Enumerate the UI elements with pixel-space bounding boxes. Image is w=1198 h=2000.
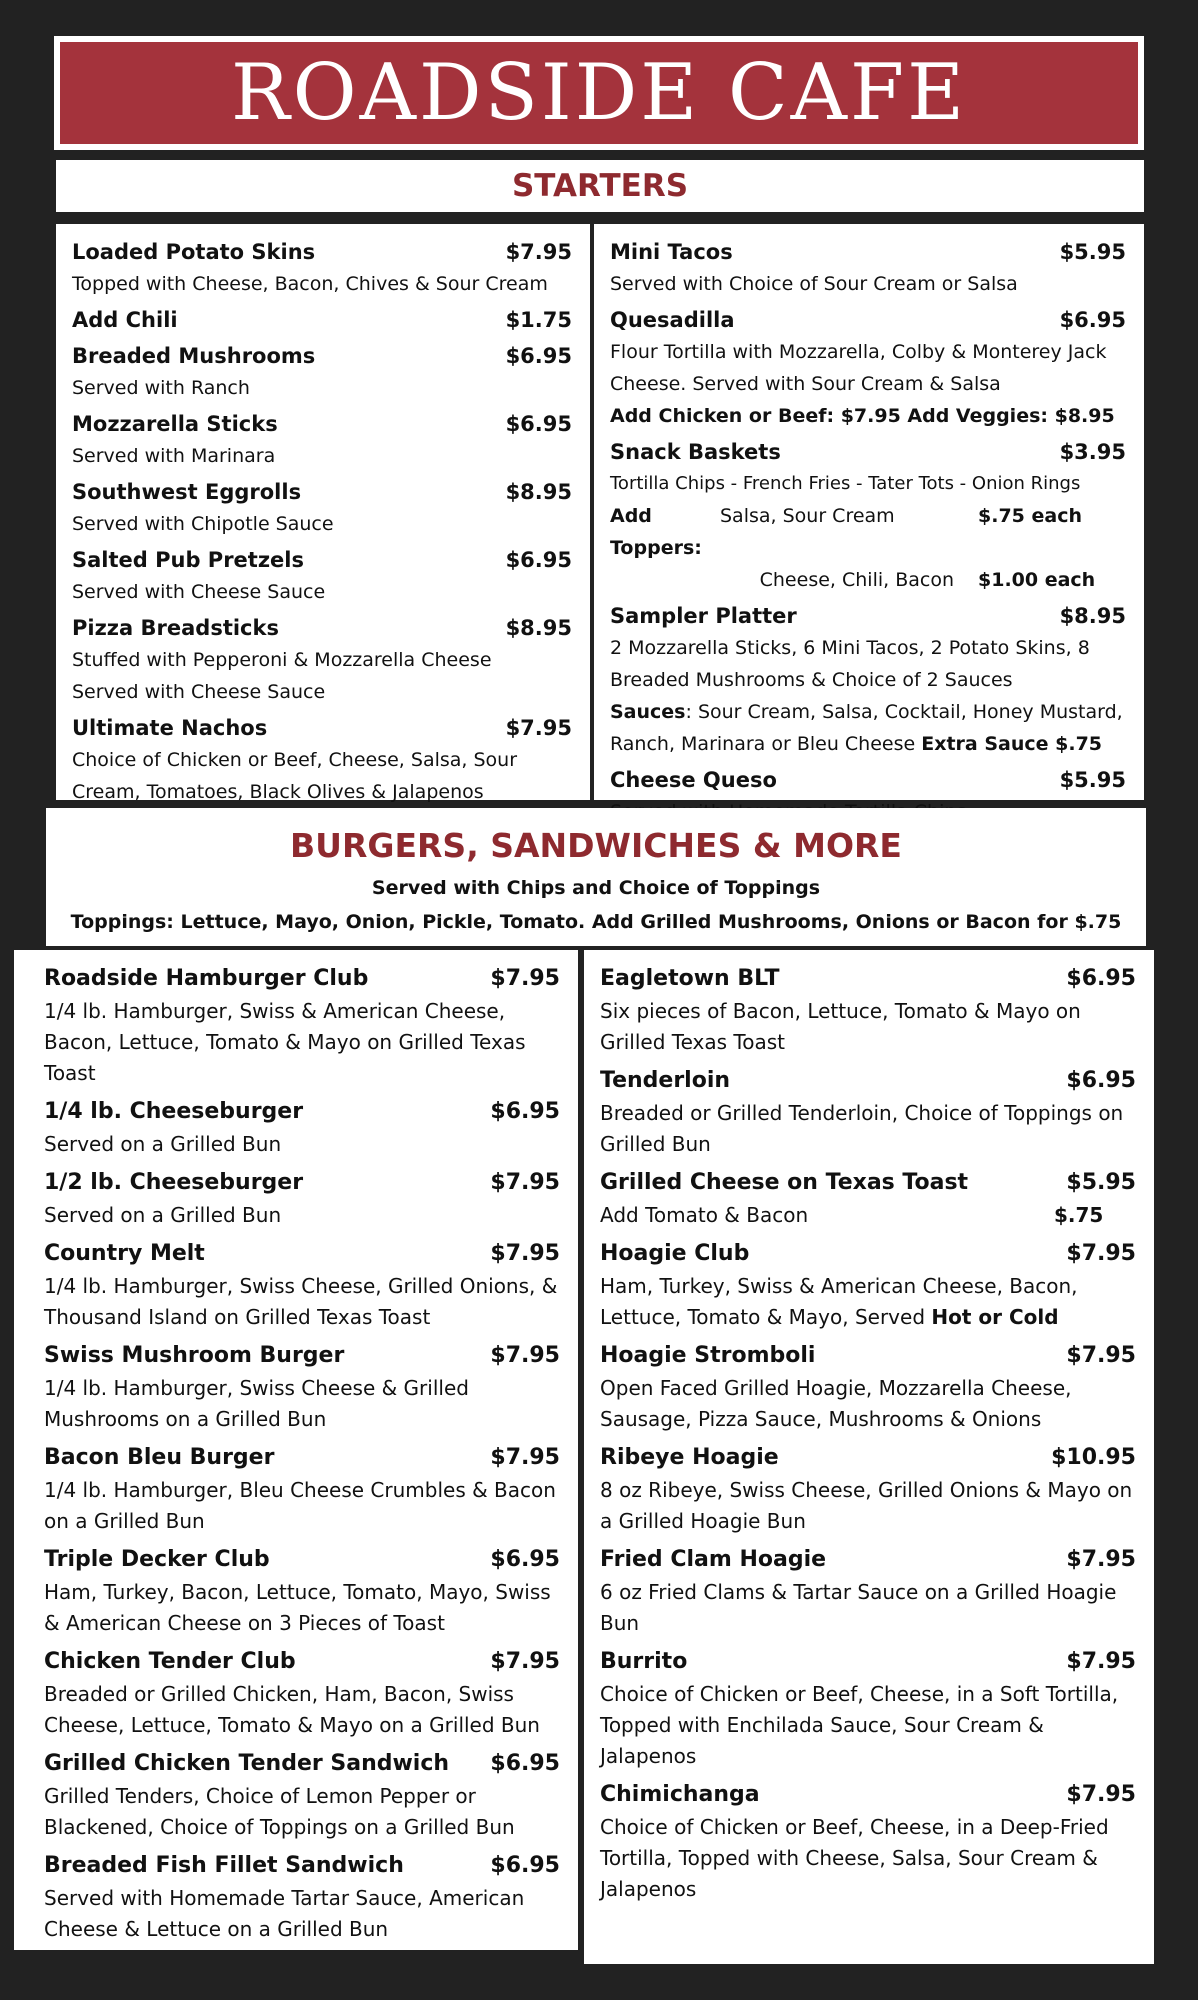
toppers-row: [610, 564, 1126, 596]
sauces-label: Sauces: [610, 701, 686, 723]
item-addon: Add Chicken or Beef: $7.95 Add Veggies: $8.95: [610, 405, 1115, 427]
menu-item: [600, 1166, 1136, 1231]
item-price: $7.95: [505, 716, 572, 740]
item-description: Stuffed with Pepperoni & Mozzarella Cheese: [72, 649, 492, 671]
toppers-label: Add Toppers:: [610, 505, 702, 559]
item-price: $7.95: [490, 1649, 560, 1674]
item-description: Topped with Cheese, Bacon, Chives & Sour Cream: [72, 273, 548, 295]
item-price: $6.95: [1066, 1068, 1136, 1093]
item-price: $6.95: [505, 548, 572, 572]
item-name: Swiss Mushroom Burger: [44, 1343, 345, 1368]
menu-item: [610, 600, 1126, 760]
item-description: Open Faced Grilled Hoagie, Mozzarella Cheese, Sausage, Pizza Sauce, Mushrooms & Onions: [600, 1376, 1072, 1431]
menu-item: [600, 1339, 1136, 1435]
item-price: $7.95: [505, 240, 572, 264]
starters-header: [56, 160, 1144, 212]
menu-item: [72, 712, 572, 808]
menu-item: [610, 236, 1126, 300]
item-name: Pizza Breadsticks: [72, 616, 279, 640]
item-name: Triple Decker Club: [44, 1547, 270, 1572]
item-price: $7.95: [1066, 1782, 1136, 1807]
sauces-line: [610, 696, 1126, 760]
item-description: Served with Choice of Sour Cream or Salsa: [610, 273, 1018, 295]
item-price: $6.95: [505, 412, 572, 436]
item-addon: Add Tomato & Bacon: [600, 1203, 809, 1227]
item-description: 1/4 lb. Hamburger, Swiss Cheese, Grilled Onions, & Thousand Island on Grilled Texas Toast: [44, 1274, 558, 1329]
toppers-row: [610, 500, 1126, 564]
menu-item: [44, 1849, 560, 1945]
item-price: $7.95: [490, 1170, 560, 1195]
item-description: Grilled Tenders, Choice of Lemon Pepper or Blackened, Choice of Toppings on a Grilled Bun: [44, 1784, 515, 1839]
item-name: Breaded Mushrooms: [72, 344, 316, 368]
item-description: Served with Cheese Sauce: [72, 581, 326, 603]
item-name: Grilled Cheese on Texas Toast: [600, 1170, 969, 1195]
item-name: Grilled Chicken Tender Sandwich: [44, 1751, 450, 1776]
menu-item: [72, 544, 572, 608]
header-banner: [54, 36, 1144, 150]
menu-item: [72, 340, 572, 404]
item-name: Add Chili: [72, 308, 178, 332]
burgers-left-column: [14, 950, 578, 1950]
item-name: 1/4 lb. Cheeseburger: [44, 1099, 304, 1124]
menu-item: [600, 1778, 1136, 1905]
menu-item: [600, 1441, 1136, 1537]
menu-item: [44, 1441, 560, 1537]
menu-item: [72, 612, 572, 708]
menu-item: [44, 1237, 560, 1333]
item-price: $5.95: [1059, 240, 1126, 264]
item-description: Served with Marinara: [72, 445, 276, 467]
item-description: Tortilla Chips - French Fries - Tater Tots - Onion Rings: [610, 473, 1081, 494]
burgers-right-column: [584, 950, 1154, 1964]
menu-item: [600, 1064, 1136, 1160]
item-price: $7.95: [1066, 1547, 1136, 1572]
item-name: Snack Baskets: [610, 440, 781, 464]
item-price: $6.95: [490, 1547, 560, 1572]
item-name: Tenderloin: [600, 1068, 731, 1093]
menu-item: [72, 476, 572, 540]
item-name: Mozzarella Sticks: [72, 412, 278, 436]
item-name: Eagletown BLT: [600, 966, 780, 991]
item-price: $8.95: [1059, 604, 1126, 628]
item-description: 2 Mozzarella Sticks, 6 Mini Tacos, 2 Potato Skins, 8 Breaded Mushrooms & Choice of 2 Sauces: [610, 637, 1090, 691]
item-description: Served on a Grilled Bun: [44, 1132, 282, 1156]
item-price: $6.95: [490, 1853, 560, 1878]
item-name: Country Melt: [44, 1241, 205, 1266]
item-price: $8.95: [505, 480, 572, 504]
burgers-title: BURGERS, SANDWICHES & MORE: [290, 826, 902, 865]
extra-sauce: Extra Sauce $.75: [921, 733, 1103, 755]
restaurant-title: ROADSIDE CAFE: [230, 48, 968, 138]
item-name: Hoagie Club: [600, 1241, 750, 1266]
item-description: Choice of Chicken or Beef, Cheese, Salsa, Sour Cream, Tomatoes, Black Olives & Jalapenos: [72, 749, 518, 803]
item-name: Ultimate Nachos: [72, 716, 268, 740]
item-name: Fried Clam Hoagie: [600, 1547, 827, 1572]
item-name: Cheese Queso: [610, 768, 777, 792]
menu-item: [72, 304, 572, 336]
item-name: Loaded Potato Skins: [72, 240, 316, 264]
item-price: $8.95: [505, 616, 572, 640]
item-description: Breaded or Grilled Chicken, Ham, Bacon, Swiss Cheese, Lettuce, Tomato & Mayo on a Grilled Bun: [44, 1682, 540, 1737]
item-description: [600, 1271, 1136, 1333]
menu-item: [44, 1543, 560, 1639]
item-name: Hoagie Stromboli: [600, 1343, 816, 1368]
header-banner-inner: [60, 42, 1138, 144]
item-price: $6.95: [490, 1751, 560, 1776]
item-name: Bacon Bleu Burger: [44, 1445, 275, 1470]
burgers-header: [46, 808, 1146, 946]
item-price: $6.95: [505, 344, 572, 368]
menu-item: [44, 1339, 560, 1435]
menu-item: [600, 1237, 1136, 1333]
item-description: Served with Ranch: [72, 377, 250, 399]
item-price: $7.95: [1066, 1241, 1136, 1266]
starters-title: STARTERS: [511, 168, 689, 204]
item-name: 1/2 lb. Cheeseburger: [44, 1170, 304, 1195]
item-description: 1/4 lb. Hamburger, Swiss & American Cheese, Bacon, Lettuce, Tomato & Mayo on Grilled Texas Toast: [44, 999, 526, 1085]
menu-item: [600, 1543, 1136, 1639]
menu-item: [600, 962, 1136, 1058]
item-description: 8 oz Ribeye, Swiss Cheese, Grilled Onions & Mayo on a Grilled Hoagie Bun: [600, 1478, 1133, 1533]
item-price: $1.75: [505, 308, 572, 332]
item-description: Ham, Turkey, Bacon, Lettuce, Tomato, Mayo, Swiss & American Cheese on 3 Pieces of Toast: [44, 1580, 551, 1635]
menu-item: [600, 1645, 1136, 1772]
addon-row: [600, 1200, 1136, 1231]
toppers-items: Salsa, Sour Cream: [720, 505, 895, 527]
item-price: $10.95: [1051, 1445, 1136, 1470]
item-description: Six pieces of Bacon, Lettuce, Tomato & Mayo on Grilled Texas Toast: [600, 999, 1081, 1054]
item-price: $6.95: [1066, 966, 1136, 991]
item-price: $7.95: [490, 1343, 560, 1368]
item-description: Choice of Chicken or Beef, Cheese, in a Soft Tortilla, Topped with Enchilada Sauce, Sour Cream & Jalapenos: [600, 1682, 1119, 1768]
item-description-text: Ham, Turkey, Swiss & American Cheese, Bacon, Lettuce, Tomato & Mayo, Served: [600, 1274, 1078, 1329]
item-price: $7.95: [1066, 1649, 1136, 1674]
item-name: Roadside Hamburger Club: [44, 966, 369, 991]
item-price: $7.95: [490, 1445, 560, 1470]
item-price: $6.95: [1059, 308, 1126, 332]
item-description: Served with Chipotle Sauce: [72, 513, 334, 535]
item-price: $5.95: [1059, 768, 1126, 792]
item-description: Breaded or Grilled Tenderloin, Choice of Toppings on Grilled Bun: [600, 1101, 1124, 1156]
toppers-spacer: [610, 564, 720, 596]
menu-item: [44, 1095, 560, 1160]
menu-item: [44, 1747, 560, 1843]
item-name: Quesadilla: [610, 308, 735, 332]
toppers-price: $.75 each: [978, 505, 1082, 527]
item-name: Chicken Tender Club: [44, 1649, 296, 1674]
menu-item: [610, 436, 1126, 596]
toppers-price: $1.00 each: [978, 569, 1096, 591]
item-name: Mini Tacos: [610, 240, 733, 264]
item-description: Flour Tortilla with Mozzarella, Colby & Monterey Jack Cheese. Served with Sour Cream & Salsa: [610, 341, 1107, 395]
item-price: $6.95: [490, 1099, 560, 1124]
item-description: Served with Homemade Tartar Sauce, American Cheese & Lettuce on a Grilled Bun: [44, 1886, 525, 1941]
item-price: $7.95: [490, 966, 560, 991]
item-description: Served on a Grilled Bun: [44, 1203, 282, 1227]
menu-item: [44, 962, 560, 1089]
burgers-toppings: Toppings: Lettuce, Mayo, Onion, Pickle, Tomato. Add Grilled Mushrooms, Onions or Bacon for $.75: [70, 911, 1122, 933]
item-name: Breaded Fish Fillet Sandwich: [44, 1853, 404, 1878]
item-price: $7.95: [1066, 1343, 1136, 1368]
item-price: $5.95: [1066, 1170, 1136, 1195]
item-description: 6 oz Fried Clams & Tartar Sauce on a Grilled Hoagie Bun: [600, 1580, 1117, 1635]
item-price: $3.95: [1059, 440, 1126, 464]
hot-or-cold: Hot or Cold: [931, 1305, 1059, 1329]
menu-item: [44, 1645, 560, 1741]
menu-item: [72, 408, 572, 472]
menu-item: [72, 236, 572, 300]
item-name: Burrito: [600, 1649, 688, 1674]
item-name: Chimichanga: [600, 1782, 760, 1807]
menu-item: [610, 304, 1126, 432]
addon-price: $.75: [1054, 1203, 1104, 1227]
item-description: 1/4 lb. Hamburger, Bleu Cheese Crumbles & Bacon on a Grilled Bun: [44, 1478, 556, 1533]
toppers-items: Cheese, Chili, Bacon: [759, 569, 954, 591]
item-name: Ribeye Hoagie: [600, 1445, 779, 1470]
item-description: 1/4 lb. Hamburger, Swiss Cheese & Grilled Mushrooms on a Grilled Bun: [44, 1376, 469, 1431]
menu-item: [44, 1166, 560, 1231]
item-description-2: Served with Cheese Sauce: [72, 681, 326, 703]
item-name: Southwest Eggrolls: [72, 480, 302, 504]
item-name: Sampler Platter: [610, 604, 797, 628]
sauces-text: : Sour Cream, Salsa, Cocktail, Honey Mustard, Ranch, Marinara or Bleu Cheese: [610, 701, 1123, 755]
item-name: Salted Pub Pretzels: [72, 548, 304, 572]
starters-right-column: [594, 224, 1144, 800]
starters-left-column: [56, 224, 590, 803]
item-price: $7.95: [490, 1241, 560, 1266]
item-description: Choice of Chicken or Beef, Cheese, in a Deep-Fried Tortilla, Topped with Cheese, Salsa, Sour Cream & Jalapenos: [600, 1815, 1109, 1901]
burgers-subtitle: Served with Chips and Choice of Toppings: [371, 877, 821, 899]
